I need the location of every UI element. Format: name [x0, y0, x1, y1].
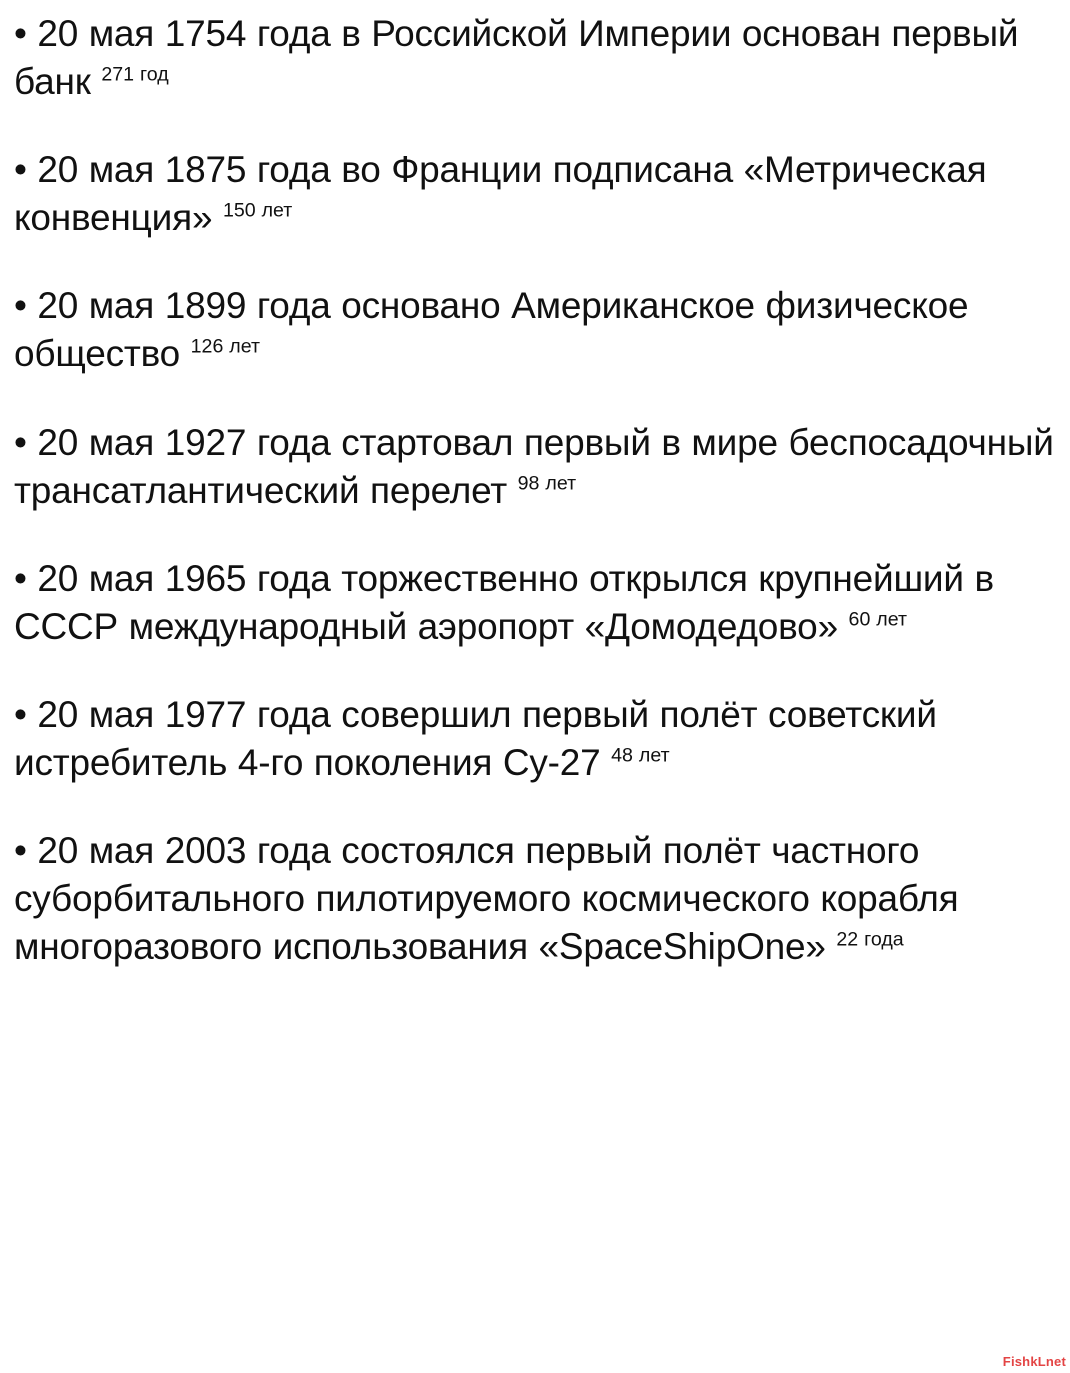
bullet-marker: •: [14, 830, 27, 872]
list-item: [14, 555, 1056, 651]
event-age: 271 год: [101, 63, 169, 86]
bullet-marker: •: [14, 285, 27, 327]
event-text: 20 мая 1927 года стартовал первый в мире беспосадочный трансатлантический перелет: [14, 421, 1054, 511]
bullet-marker: •: [14, 693, 27, 735]
bullet-marker: •: [14, 421, 27, 463]
list-item: [14, 146, 1056, 242]
bullet-marker: •: [14, 13, 27, 54]
event-age: 98 лет: [517, 472, 577, 495]
bullet-marker: •: [14, 557, 27, 599]
event-age: 48 лет: [611, 744, 670, 767]
event-text: 20 мая 2003 года состоялся первый полёт частного суборбитального пилотируемого космического корабля многоразового использования «SpaceShipOne»: [14, 830, 959, 968]
list-item: [14, 282, 1056, 378]
event-age: 126 лет: [190, 336, 260, 359]
bullet-marker: •: [14, 149, 27, 191]
event-text: 20 мая 1977 года совершил первый полёт советский истребитель 4-го поколения Су-27: [14, 693, 937, 784]
list-item: [14, 691, 1056, 787]
event-text: 20 мая 1965 года торжественно открылся крупнейший в СССР международный аэропорт «Домодедово»: [14, 557, 994, 647]
event-age: 22 года: [836, 928, 904, 951]
watermark-label: FishkLnet: [1002, 1354, 1066, 1369]
event-age: 60 лет: [848, 608, 907, 631]
event-text: 20 мая 1875 года во Франции подписана «Метрическая конвенция»: [14, 149, 987, 239]
list-item: [14, 10, 1056, 106]
list-item: [14, 827, 1056, 971]
event-text: 20 мая 1899 года основано Американское физическое общество: [14, 285, 969, 375]
list-item: [14, 419, 1056, 515]
event-age: 150 лет: [222, 199, 293, 222]
event-text: 20 мая 1754 года в Российской Империи основан первый банк: [14, 13, 1019, 103]
